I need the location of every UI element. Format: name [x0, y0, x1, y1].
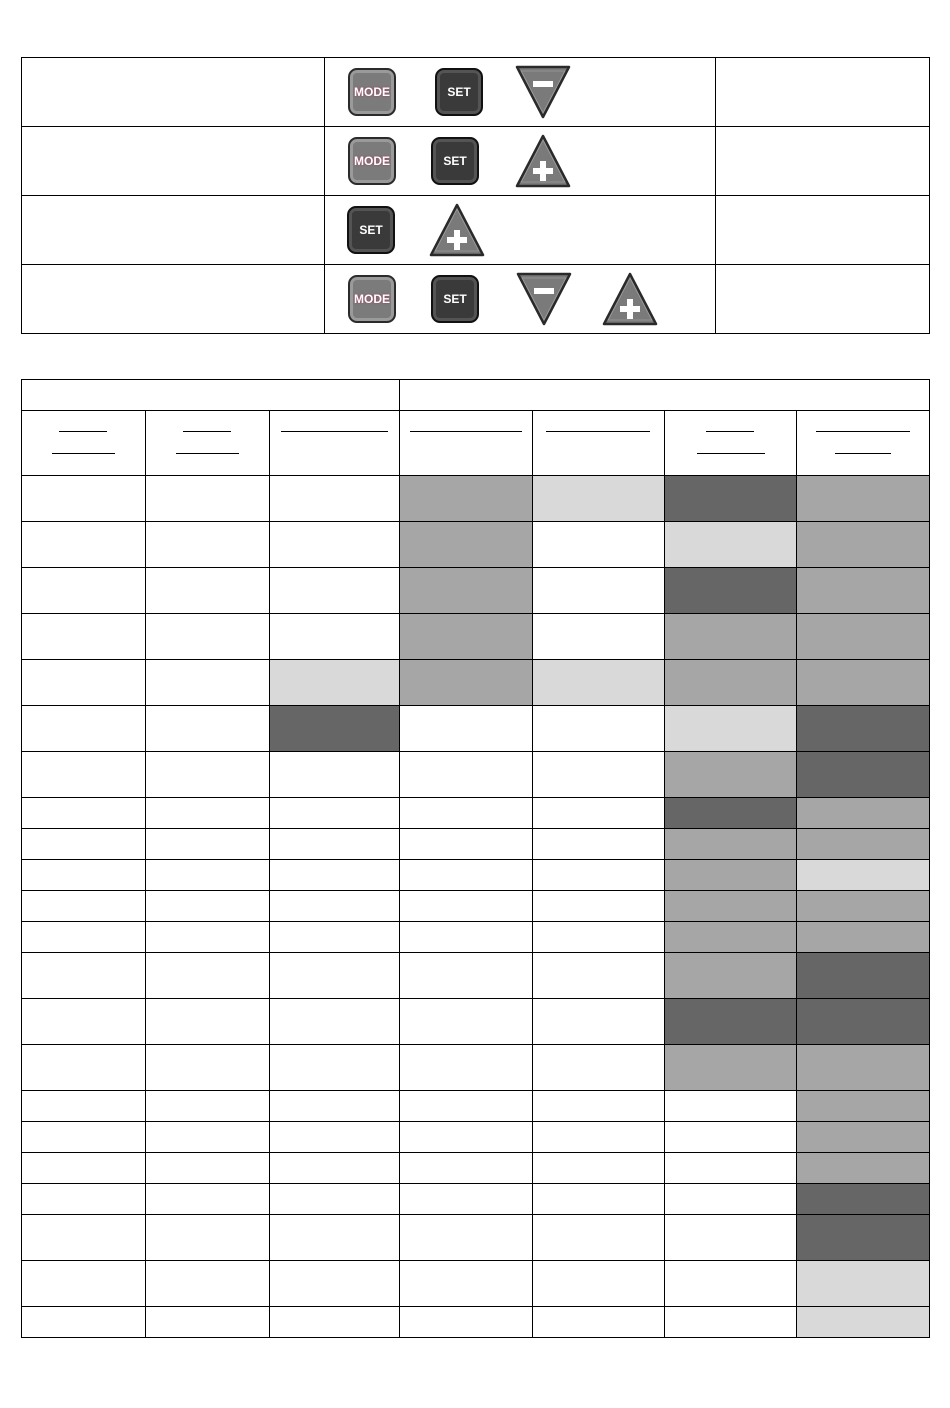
mode-button-icon: MODE — [348, 68, 396, 116]
table-cell — [270, 1045, 400, 1091]
table-cell — [270, 706, 400, 752]
table-cell — [797, 1261, 930, 1307]
table-row — [22, 752, 930, 798]
key-combination-cell — [325, 58, 716, 127]
set-button-icon: SET — [435, 68, 483, 116]
table-cell — [22, 568, 146, 614]
header-rule — [176, 453, 239, 454]
table-cell — [400, 891, 533, 922]
table-row — [22, 476, 930, 522]
key-combination-row — [22, 196, 930, 265]
header-rule — [281, 431, 388, 432]
table-cell — [797, 660, 930, 706]
table-cell — [797, 829, 930, 860]
table-cell — [400, 1184, 533, 1215]
table-cell — [22, 1153, 146, 1184]
table-row — [22, 1307, 930, 1338]
table-cell — [533, 922, 665, 953]
table-cell — [146, 798, 270, 829]
table-row — [22, 953, 930, 999]
column-header-6 — [665, 411, 797, 476]
table-cell — [270, 922, 400, 953]
table-row — [22, 1184, 930, 1215]
table-row — [22, 1045, 930, 1091]
table-cell — [22, 1122, 146, 1153]
table-cell — [400, 829, 533, 860]
table-cell — [533, 522, 665, 568]
table-cell — [533, 1045, 665, 1091]
table-cell — [797, 1153, 930, 1184]
table-row — [22, 798, 930, 829]
table-cell — [270, 1122, 400, 1153]
set-button-icon: SET — [431, 275, 479, 323]
minus-triangle-icon — [515, 271, 573, 327]
table-cell — [270, 829, 400, 860]
table-cell — [270, 522, 400, 568]
set-button-icon: SET — [431, 137, 479, 185]
table-cell — [797, 568, 930, 614]
table-cell — [146, 1261, 270, 1307]
table-cell — [22, 1261, 146, 1307]
plus-triangle-icon — [514, 133, 572, 189]
table-cell — [797, 922, 930, 953]
table-cell — [533, 1153, 665, 1184]
key-combination-row — [22, 127, 930, 196]
table-cell — [146, 476, 270, 522]
table-cell — [797, 1215, 930, 1261]
column-header-7 — [797, 411, 930, 476]
table-cell — [665, 752, 797, 798]
table-cell — [533, 999, 665, 1045]
table-cell — [797, 1307, 930, 1338]
table-cell — [665, 1261, 797, 1307]
table-cell — [146, 752, 270, 798]
table-row — [22, 660, 930, 706]
table-cell — [533, 829, 665, 860]
table-cell — [400, 1091, 533, 1122]
table-cell — [533, 1261, 665, 1307]
table-cell — [533, 1215, 665, 1261]
key-combination-row — [22, 58, 930, 127]
table-row — [22, 891, 930, 922]
table-cell — [400, 706, 533, 752]
table-cell — [270, 568, 400, 614]
table-cell — [797, 752, 930, 798]
table-cell — [270, 891, 400, 922]
table-row — [22, 1261, 930, 1307]
table-cell — [146, 522, 270, 568]
table-cell — [533, 953, 665, 999]
table-cell — [146, 922, 270, 953]
table-cell — [533, 1184, 665, 1215]
table-cell — [665, 1045, 797, 1091]
table-cell — [665, 706, 797, 752]
table-cell — [22, 953, 146, 999]
table-cell — [22, 999, 146, 1045]
column-header-3 — [270, 411, 400, 476]
table-cell — [22, 891, 146, 922]
table-cell — [797, 798, 930, 829]
table-cell — [400, 660, 533, 706]
table-cell — [797, 860, 930, 891]
table-cell — [665, 660, 797, 706]
table-cell — [400, 568, 533, 614]
table-cell — [146, 999, 270, 1045]
table-cell — [797, 999, 930, 1045]
table-row — [22, 614, 930, 660]
table-cell — [146, 1215, 270, 1261]
table-cell — [533, 706, 665, 752]
function-result — [716, 265, 930, 334]
function-description — [22, 265, 325, 334]
table-cell — [665, 1307, 797, 1338]
table-cell — [665, 568, 797, 614]
table-cell — [400, 1153, 533, 1184]
table-cell — [533, 1091, 665, 1122]
header-rule — [546, 431, 650, 432]
column-header-2 — [146, 411, 270, 476]
table-cell — [400, 476, 533, 522]
header-rule — [835, 453, 891, 454]
table-cell — [146, 1153, 270, 1184]
table-cell — [270, 1184, 400, 1215]
header-rule — [410, 431, 522, 432]
table-cell — [400, 1215, 533, 1261]
table-cell — [400, 798, 533, 829]
mode-button-icon: MODE — [348, 275, 396, 323]
column-header-5 — [533, 411, 665, 476]
table-cell — [797, 476, 930, 522]
table-cell — [146, 829, 270, 860]
table-cell — [400, 1307, 533, 1338]
table-cell — [665, 798, 797, 829]
table-cell — [270, 614, 400, 660]
table-row — [22, 860, 930, 891]
table-cell — [270, 1215, 400, 1261]
minus-triangle-icon — [514, 64, 572, 120]
column-header-row — [22, 411, 930, 476]
column-header-1 — [22, 411, 146, 476]
function-result — [716, 58, 930, 127]
table-cell — [146, 1091, 270, 1122]
table-cell — [270, 1307, 400, 1338]
function-description — [22, 58, 325, 127]
table-cell — [146, 891, 270, 922]
table-cell — [22, 1307, 146, 1338]
table-cell — [665, 522, 797, 568]
column-header-4 — [400, 411, 533, 476]
table-cell — [270, 860, 400, 891]
plus-triangle-icon — [428, 202, 486, 258]
table-row — [22, 706, 930, 752]
table-cell — [22, 522, 146, 568]
table-cell — [797, 1122, 930, 1153]
table-cell — [22, 614, 146, 660]
table-cell — [665, 953, 797, 999]
key-combination-row — [22, 265, 930, 334]
table-cell — [533, 860, 665, 891]
table-cell — [146, 660, 270, 706]
group-header-left — [22, 380, 400, 411]
table-cell — [665, 891, 797, 922]
key-combination-cell — [325, 196, 716, 265]
function-description — [22, 127, 325, 196]
key-combination-table — [21, 57, 930, 334]
table-cell — [146, 706, 270, 752]
table-cell — [665, 860, 797, 891]
table-cell — [22, 1184, 146, 1215]
table-row — [22, 1153, 930, 1184]
table-cell — [22, 660, 146, 706]
table-cell — [533, 614, 665, 660]
table-cell — [400, 1261, 533, 1307]
table-cell — [533, 568, 665, 614]
header-rule — [697, 453, 765, 454]
table-cell — [400, 922, 533, 953]
table-cell — [400, 1045, 533, 1091]
table-cell — [146, 568, 270, 614]
table-cell — [146, 1184, 270, 1215]
table-row — [22, 568, 930, 614]
table-cell — [400, 522, 533, 568]
table-cell — [270, 999, 400, 1045]
table-cell — [22, 860, 146, 891]
table-row — [22, 829, 930, 860]
settings-matrix-table — [21, 379, 930, 1338]
table-cell — [270, 1261, 400, 1307]
table-cell — [665, 614, 797, 660]
table-cell — [146, 1307, 270, 1338]
table-row — [22, 1091, 930, 1122]
table-cell — [146, 953, 270, 999]
table-cell — [22, 1091, 146, 1122]
table-cell — [270, 953, 400, 999]
plus-triangle-icon — [601, 271, 659, 327]
table-cell — [797, 522, 930, 568]
header-rule — [59, 431, 107, 432]
set-button-icon: SET — [347, 206, 395, 254]
table-cell — [533, 798, 665, 829]
function-description — [22, 196, 325, 265]
table-cell — [665, 999, 797, 1045]
header-rule — [183, 431, 231, 432]
table-cell — [533, 752, 665, 798]
table-cell — [665, 1215, 797, 1261]
table-cell — [22, 1215, 146, 1261]
table-cell — [146, 614, 270, 660]
table-cell — [270, 798, 400, 829]
group-header-right — [400, 380, 930, 411]
table-cell — [797, 706, 930, 752]
table-cell — [270, 752, 400, 798]
table-cell — [665, 476, 797, 522]
table-cell — [665, 1153, 797, 1184]
table-cell — [22, 829, 146, 860]
table-cell — [533, 1122, 665, 1153]
table-cell — [400, 614, 533, 660]
table-cell — [533, 1307, 665, 1338]
table-cell — [22, 752, 146, 798]
table-cell — [146, 1045, 270, 1091]
table-cell — [270, 1091, 400, 1122]
mode-button-icon: MODE — [348, 137, 396, 185]
table-cell — [797, 1184, 930, 1215]
table-cell — [22, 798, 146, 829]
table-cell — [797, 614, 930, 660]
table-cell — [146, 860, 270, 891]
table-cell — [665, 1122, 797, 1153]
table-cell — [400, 953, 533, 999]
table-cell — [400, 860, 533, 891]
table-cell — [533, 476, 665, 522]
table-cell — [22, 706, 146, 752]
table-cell — [797, 1045, 930, 1091]
table-cell — [665, 1091, 797, 1122]
table-row — [22, 999, 930, 1045]
key-combination-cell — [325, 127, 716, 196]
table-row — [22, 522, 930, 568]
table-cell — [797, 953, 930, 999]
table-cell — [400, 999, 533, 1045]
table-cell — [797, 891, 930, 922]
table-cell — [22, 476, 146, 522]
table-cell — [270, 660, 400, 706]
function-result — [716, 127, 930, 196]
table-cell — [400, 752, 533, 798]
header-rule — [706, 431, 754, 432]
table-cell — [665, 829, 797, 860]
table-cell — [665, 1184, 797, 1215]
table-cell — [270, 476, 400, 522]
table-cell — [533, 891, 665, 922]
table-cell — [400, 1122, 533, 1153]
table-cell — [270, 1153, 400, 1184]
table-row — [22, 922, 930, 953]
table-cell — [22, 1045, 146, 1091]
table-cell — [797, 1091, 930, 1122]
table-row — [22, 1215, 930, 1261]
key-combination-cell — [325, 265, 716, 334]
header-rule — [52, 453, 115, 454]
group-header-row — [22, 380, 930, 411]
table-cell — [22, 922, 146, 953]
table-cell — [146, 1122, 270, 1153]
function-result — [716, 196, 930, 265]
header-rule — [816, 431, 910, 432]
table-row — [22, 1122, 930, 1153]
table-cell — [533, 660, 665, 706]
table-cell — [665, 922, 797, 953]
